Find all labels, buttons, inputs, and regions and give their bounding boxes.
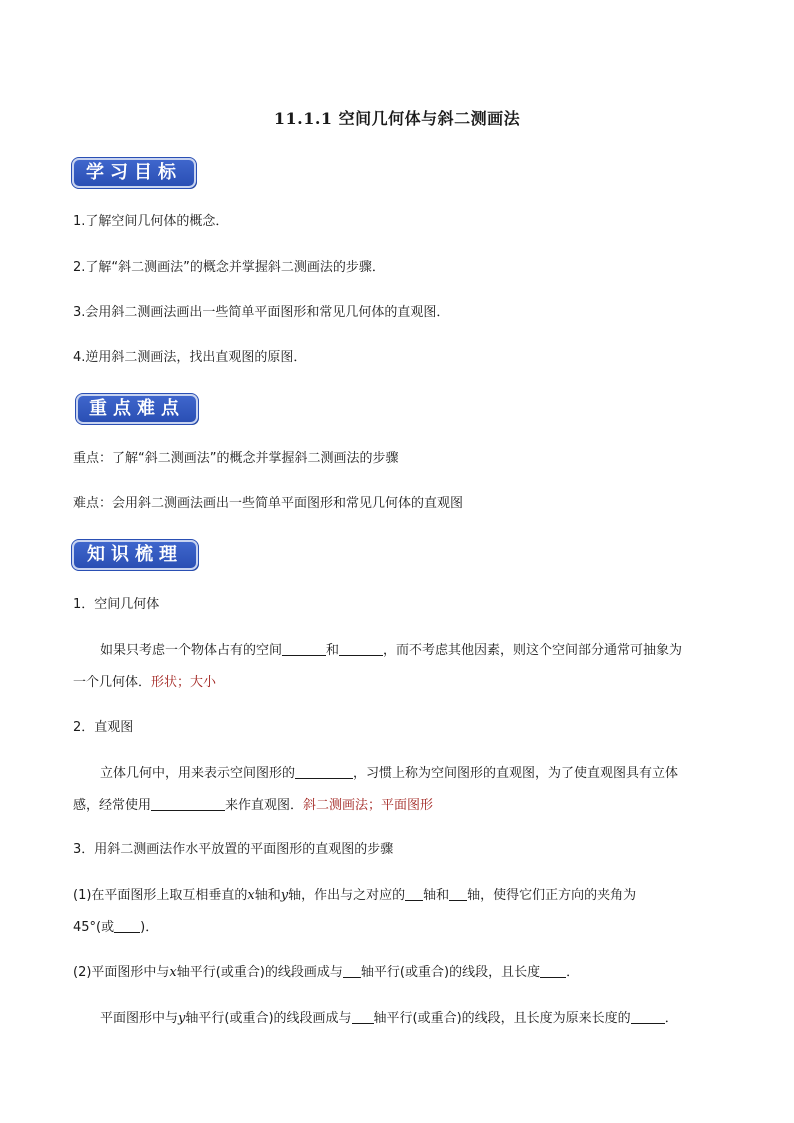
text: ． xyxy=(566,965,580,980)
k1-paragraph-line1 xyxy=(100,641,682,660)
k3-heading: 3．用斜二测画法作水平放置的平面图形的直观图的步骤 xyxy=(73,842,394,857)
text: 轴，作出与之对应的 xyxy=(288,888,406,903)
text: 轴平行(或重合)的线段画成与 xyxy=(185,1011,352,1026)
section-badge-keypoints: 重点难点 xyxy=(76,394,198,424)
k3-step2-cont xyxy=(100,1009,678,1028)
text: (1)在平面图形上取互相垂直的 xyxy=(73,888,248,903)
text: 来作直观图． xyxy=(225,798,304,813)
text: (2)平面图形中与 xyxy=(73,965,170,980)
math-var: y xyxy=(178,1011,186,1026)
text: 感，经常使用 xyxy=(73,798,152,813)
k2-paragraph-line2 xyxy=(73,796,433,815)
blank-line xyxy=(295,764,353,779)
blank-line xyxy=(343,963,361,978)
blank-line xyxy=(282,641,326,656)
text: )． xyxy=(140,920,159,935)
section-badge-knowledge: 知识梳理 xyxy=(72,540,198,570)
k2-heading: 2．直观图 xyxy=(73,720,134,735)
k1-heading: 1．空间几何体 xyxy=(73,597,160,612)
blank-line xyxy=(114,918,140,933)
text: 轴和 xyxy=(254,888,281,903)
blank-line xyxy=(540,963,566,978)
key-point: 重点：了解“斜二测画法”的概念并掌握斜二测画法的步骤 xyxy=(73,451,399,466)
section-badge-goals: 学习目标 xyxy=(72,158,196,188)
math-var: y xyxy=(280,888,289,903)
blank-line xyxy=(405,886,423,901)
text: 轴平行(或重合)的线段，且长度 xyxy=(360,965,541,980)
k3-step1-line2 xyxy=(73,918,158,937)
k2-paragraph-line1 xyxy=(100,764,678,783)
text: 和 xyxy=(326,643,340,658)
text: ，习惯上称为空间图形的直观图，为了使直观图具有立体 xyxy=(353,766,679,781)
text: 如果只考虑一个物体占有的空间 xyxy=(100,643,283,658)
k3-step1-line1 xyxy=(73,886,636,905)
blank-line xyxy=(339,641,383,656)
text: 立体几何中，用来表示空间图形的 xyxy=(100,766,296,781)
answer-text: 形状；大小 xyxy=(151,675,217,690)
text: 一个几何体． xyxy=(73,675,152,690)
difficult-point: 难点：会用斜二测画法画出一些简单平面图形和常见几何体的直观图 xyxy=(73,496,464,511)
text: 平面图形中与 xyxy=(100,1011,179,1026)
blank-line xyxy=(151,796,225,811)
goal-item: 3.会用斜二测画法画出一些简单平面图形和常见几何体的直观图． xyxy=(73,305,450,320)
goal-item: 4.逆用斜二测画法，找出直观图的原图． xyxy=(73,350,307,365)
blank-line xyxy=(352,1009,374,1024)
goal-item: 1.了解空间几何体的概念． xyxy=(73,214,229,229)
goal-item: 2.了解“斜二测画法”的概念并掌握斜二测画法的步骤． xyxy=(73,260,385,275)
text: 轴和 xyxy=(423,888,450,903)
math-var: x xyxy=(169,965,177,980)
blank-line xyxy=(449,886,467,901)
k1-paragraph-line2 xyxy=(73,674,216,692)
text: ． xyxy=(664,1011,678,1026)
page-title: 11.1.1 空间几何体与斜二测画法 xyxy=(273,109,521,128)
text: 轴平行(或重合)的线段，且长度为原来长度的 xyxy=(373,1011,631,1026)
text: 45°(或 xyxy=(73,920,115,935)
k3-step2 xyxy=(73,963,579,982)
text: ，而不考虑其他因素，则这个空间部分通常可抽象为 xyxy=(383,643,683,658)
text: 轴，使得它们正方向的夹角为 xyxy=(467,888,637,903)
text: 轴平行(或重合)的线段画成与 xyxy=(176,965,343,980)
answer-text: 斜二测画法；平面图形 xyxy=(303,798,434,813)
blank-line xyxy=(631,1009,665,1024)
math-var: x xyxy=(247,888,255,903)
